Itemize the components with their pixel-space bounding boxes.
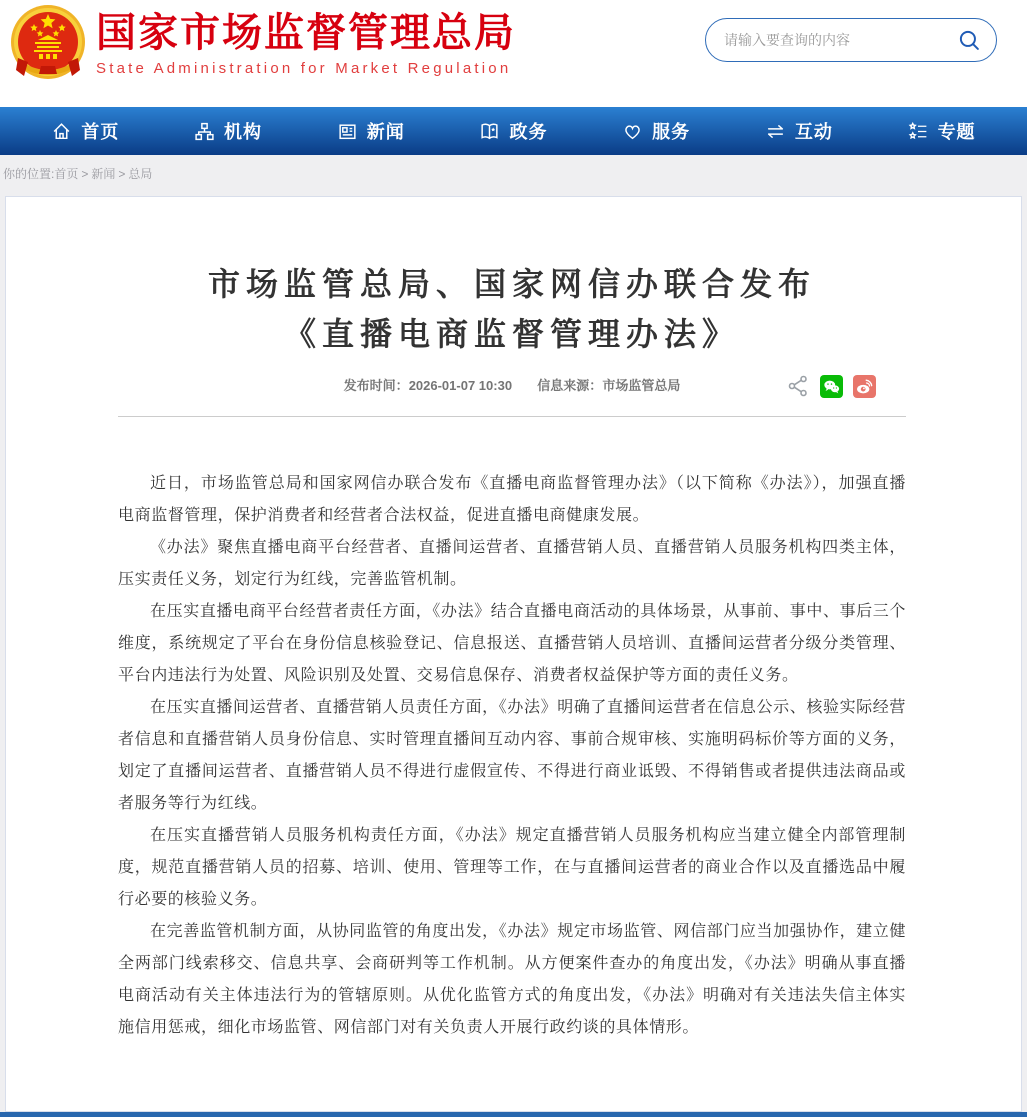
main-nav xyxy=(0,107,1027,155)
breadcrumb xyxy=(0,155,1027,196)
article-title-line2: 《直播电商监督管理办法》 xyxy=(283,316,740,352)
breadcrumb-item-bureau[interactable]: 总局 xyxy=(128,167,153,181)
article-meta xyxy=(118,373,906,399)
breadcrumb-separator: > xyxy=(81,167,89,181)
site-title: 国家市场监督管理总局 xyxy=(96,11,516,55)
meta-divider xyxy=(118,416,906,417)
nav-item-home[interactable] xyxy=(51,118,119,144)
nav-label: 新闻 xyxy=(366,122,405,142)
footer-accent-bar xyxy=(0,1112,1027,1117)
article-paragraph: 在完善监管机制方面，从协同监管的角度出发，《办法》规定市场监管、网信部门应当加强协作，建立健全两部门线索移交、信息共享、会商研判等工作机制。从方便案件查办的角度出发，《办法》明确从事直播电商活动有关主体违法行为的管辖原则。从优化监管方式的角度出发，《办法》明确对有关违法失信主体实施信用惩戒，细化市场监管、网信部门对有关负责人开展行政约谈的具体情形。 xyxy=(118,923,906,1036)
nav-item-government[interactable] xyxy=(479,118,547,144)
article-paragraph: 在压实直播营销人员服务机构责任方面，《办法》规定直播营销人员服务机构应当建立健全内部管理制度，规范直播营销人员的招募、培训、使用、管理等工作，在与直播间运营者的商业合作以及直播选品中履行必要的核验义务。 xyxy=(118,827,906,908)
heart-icon xyxy=(622,121,643,142)
sitemap-icon xyxy=(194,121,215,142)
article-body xyxy=(118,468,906,1044)
info-source-label: 信息来源： xyxy=(537,378,603,393)
swap-arrows-icon xyxy=(765,121,786,142)
nav-item-organization[interactable] xyxy=(194,118,262,144)
book-star-icon xyxy=(479,121,500,142)
search-button[interactable] xyxy=(956,27,982,53)
site-header xyxy=(0,0,1027,107)
info-source-value: 市场监管总局 xyxy=(602,378,681,393)
nav-label: 政务 xyxy=(509,122,548,142)
nav-label: 首页 xyxy=(81,122,120,142)
publish-time-value: 2026-01-07 10:30 xyxy=(408,378,513,393)
breadcrumb-item-home[interactable]: 首页 xyxy=(54,167,79,181)
site-subtitle: State Administration for Market Regulation xyxy=(96,60,512,77)
breadcrumb-separator: > xyxy=(118,167,126,181)
publish-time xyxy=(344,378,516,393)
search-input[interactable] xyxy=(724,32,956,48)
article-paragraph: 在压实直播电商平台经营者责任方面，《办法》结合直播电商活动的具体场景，从事前、事中、事后三个维度，系统规定了平台在身份信息核验登记、信息报送、直播营销人员培训、直播间运营者分级分类管理、平台内违法行为处置、风险识别及处置、交易信息保存、消费者权益保护等方面的责任义务。 xyxy=(118,603,906,684)
breadcrumb-label: 你的位置: xyxy=(3,167,55,181)
weibo-icon[interactable] xyxy=(853,375,876,398)
share-nodes-icon[interactable] xyxy=(786,374,810,398)
article-paragraph: 在压实直播间运营者、直播营销人员责任方面，《办法》明确了直播间运营者在信息公示、核验实际经营者信息和直播营销人员身份信息、实时管理直播间互动内容、事前合规审核、实施明码标价等方面的义务，划定了直播间运营者、直播营销人员不得进行虚假宣传、不得进行商业诋毁、不得销售或者提供违法商品或者服务等行为红线。 xyxy=(118,699,906,812)
nav-label: 机构 xyxy=(224,122,263,142)
article-panel xyxy=(5,196,1022,1112)
publish-time-label: 发布时间： xyxy=(343,378,409,393)
site-search xyxy=(705,18,997,62)
search-icon xyxy=(956,41,982,56)
star-list-icon xyxy=(908,121,929,142)
national-emblem-logo xyxy=(8,4,88,84)
nav-item-topics[interactable] xyxy=(908,118,976,144)
share-toolbar xyxy=(786,374,876,398)
nav-label: 专题 xyxy=(937,122,976,142)
nav-label: 服务 xyxy=(652,122,691,142)
nav-label: 互动 xyxy=(794,122,833,142)
article-title-line1: 市场监管总局、国家网信办联合发布 xyxy=(207,266,816,302)
nav-item-news[interactable] xyxy=(337,118,405,144)
article-title xyxy=(118,259,906,359)
nav-item-services[interactable] xyxy=(622,118,690,144)
home-icon xyxy=(51,121,72,142)
article-paragraph: 《办法》聚焦直播电商平台经营者、直播间运营者、直播营销人员、直播营销人员服务机构四类主体，压实责任义务，划定行为红线，完善监管机制。 xyxy=(118,539,906,588)
breadcrumb-item-news[interactable]: 新闻 xyxy=(91,167,116,181)
nav-item-interaction[interactable] xyxy=(765,118,833,144)
site-title-block xyxy=(96,10,516,77)
article-paragraph: 近日，市场监管总局和国家网信办联合发布《直播电商监督管理办法》（以下简称《办法》），加强直播电商监督管理，保护消费者和经营者合法权益，促进直播电商健康发展。 xyxy=(118,475,906,524)
newspaper-icon xyxy=(337,121,358,142)
info-source xyxy=(537,378,680,393)
wechat-icon[interactable] xyxy=(820,375,843,398)
